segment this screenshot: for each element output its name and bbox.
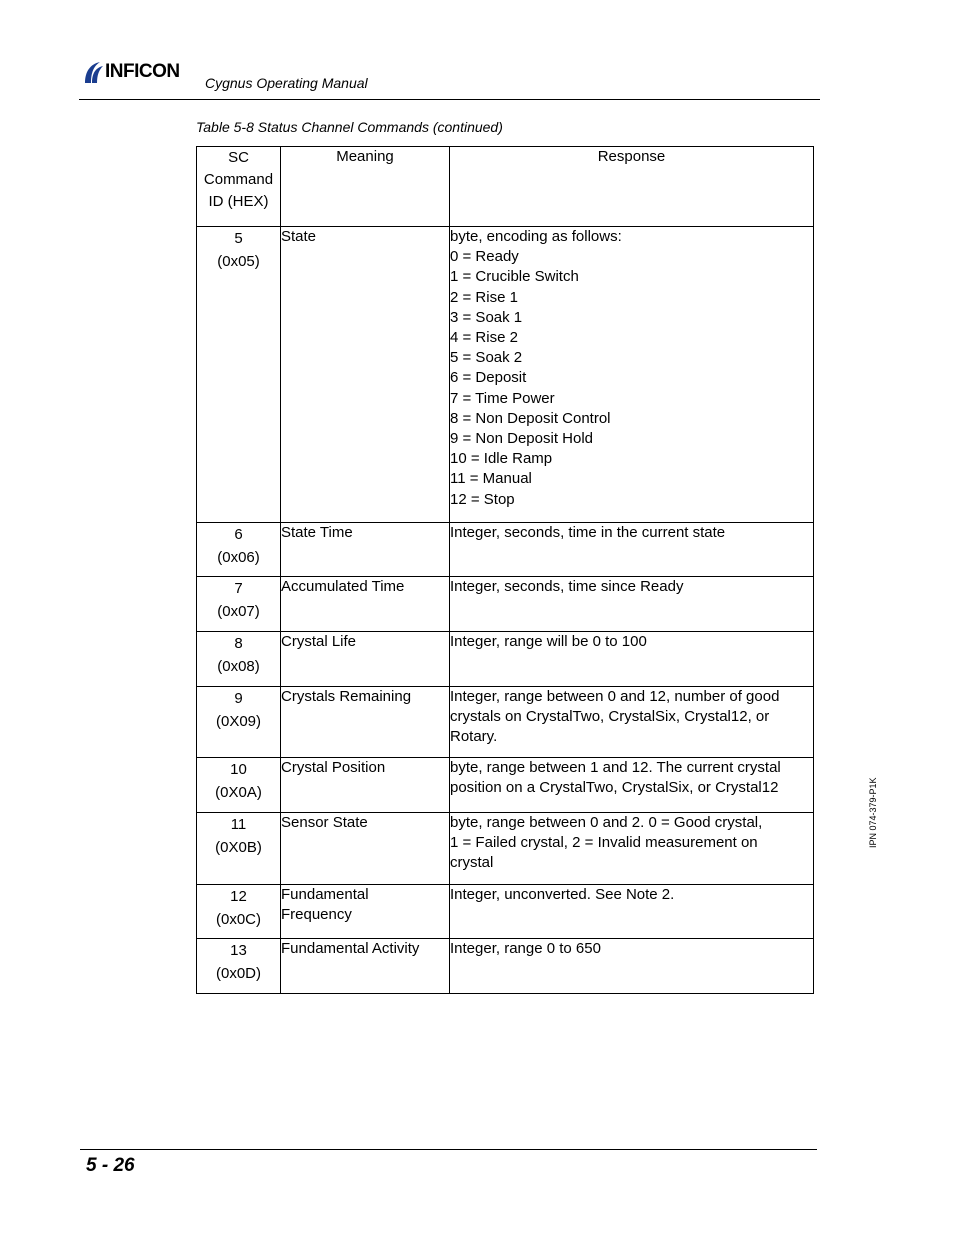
- response-cell-line: byte, range between 1 and 12. The current crystal: [450, 759, 781, 776]
- table-row: [197, 885, 814, 939]
- response-cell-line: Integer, range will be 0 to 100: [450, 633, 647, 650]
- meaning-cell: [281, 577, 450, 632]
- meaning-cell: [281, 523, 450, 577]
- command-id-cell-line: (0x08): [217, 658, 260, 675]
- command-id-cell-line: (0x0D): [215, 965, 261, 982]
- response-cell-line: Integer, range 0 to 650: [450, 940, 601, 957]
- command-id-cell-line: 7: [234, 580, 243, 597]
- response-cell-line: 3 = Soak 1: [450, 308, 523, 326]
- response-cell-line: 8 = Non Deposit Control: [450, 409, 611, 427]
- command-id-cell-line: 11: [230, 816, 247, 833]
- command-id-cell-line: 9: [234, 690, 243, 707]
- response-cell-line: 6 = Deposit: [450, 369, 527, 387]
- table-row: [197, 687, 814, 758]
- table-body: [197, 227, 814, 994]
- footer-rule: [80, 1149, 817, 1150]
- meaning-cell-line: State Time: [281, 524, 353, 541]
- meaning-cell: [281, 687, 450, 758]
- command-id-cell-line: (0X09): [215, 713, 262, 730]
- table-row: [197, 632, 814, 687]
- response-cell-line: byte, range between 0 and 2. 0 = Good crystal,: [450, 814, 763, 831]
- command-id-cell-line: 13: [230, 942, 247, 959]
- meaning-cell-line: Fundamental: [281, 886, 369, 903]
- command-id-cell-line: (0X0B): [215, 839, 262, 856]
- command-id-cell: [197, 885, 281, 939]
- response-cell: [450, 939, 814, 994]
- response-cell-line: crystals on CrystalTwo, CrystalSix, Crystal12, or: [450, 708, 770, 726]
- table-caption: Table 5-8 Status Channel Commands (continued): [196, 119, 503, 135]
- table-row: [197, 813, 814, 885]
- logo-text: INFICON: [105, 61, 180, 82]
- response-cell-line: Integer, seconds, time in the current state: [450, 524, 726, 541]
- command-id-cell-line: 8: [234, 635, 243, 652]
- meaning-cell: [281, 939, 450, 994]
- status-channel-table: [196, 146, 814, 994]
- response-cell: [450, 687, 814, 758]
- table-row: [197, 523, 814, 577]
- response-cell-line: Integer, range between 0 and 12, number of good: [450, 688, 780, 705]
- command-id-cell: [197, 758, 281, 813]
- command-id-cell: [197, 813, 281, 885]
- response-cell-line: 9 = Non Deposit Hold: [450, 430, 593, 448]
- command-id-cell: [197, 687, 281, 758]
- command-id-cell-line: (0x05): [217, 253, 260, 270]
- response-cell-line: 10 = Idle Ramp: [450, 450, 553, 468]
- meaning-cell-line: State: [281, 228, 317, 245]
- command-id-cell-line: 12: [230, 888, 247, 905]
- table-row: [197, 939, 814, 994]
- command-id-cell-line: (0x0C): [215, 911, 261, 928]
- response-cell: [450, 632, 814, 687]
- meaning-cell: [281, 632, 450, 687]
- meaning-cell: [281, 885, 450, 939]
- meaning-cell: [281, 227, 450, 523]
- response-cell: [450, 227, 814, 523]
- table-row: [197, 758, 814, 813]
- command-id-cell-line: (0X0A): [215, 784, 262, 801]
- response-cell-line: crystal: [450, 854, 494, 872]
- response-cell-line: 1 = Crucible Switch: [450, 268, 579, 286]
- table-header-row: [197, 147, 814, 227]
- ipn-number: IPN 074-379-P1K: [868, 777, 878, 848]
- response-cell-line: 11 = Manual: [450, 470, 532, 488]
- inficon-logo-icon: [82, 60, 104, 84]
- inficon-logo: [82, 60, 180, 84]
- page-number: 5 - 26: [86, 1155, 135, 1176]
- response-cell-line: position on a CrystalTwo, CrystalSix, or Crystal12: [450, 779, 779, 797]
- meaning-cell-line: Fundamental Activity: [281, 940, 420, 957]
- command-id-cell: [197, 227, 281, 523]
- response-cell-line: 5 = Soak 2: [450, 349, 523, 367]
- response-cell: [450, 885, 814, 939]
- response-cell-line: Integer, seconds, time since Ready: [450, 578, 684, 595]
- response-cell-line: 1 = Failed crystal, 2 = Invalid measurement on: [450, 834, 758, 852]
- response-cell-line: 2 = Rise 1: [450, 288, 518, 306]
- header-meaning: Meaning: [281, 147, 450, 227]
- response-cell: [450, 523, 814, 577]
- command-id-cell-line: (0x06): [217, 549, 260, 566]
- command-id-cell-line: (0x07): [217, 603, 260, 620]
- header-response: Response: [450, 147, 814, 227]
- meaning-cell-line: Accumulated Time: [281, 578, 405, 595]
- response-cell-line: 4 = Rise 2: [450, 329, 518, 347]
- header-sc-command-id: SC Command ID (HEX): [197, 147, 281, 227]
- response-cell: [450, 577, 814, 632]
- response-cell-line: byte, encoding as follows:: [450, 228, 622, 245]
- meaning-cell: [281, 813, 450, 885]
- meaning-cell-line: Crystals Remaining: [281, 688, 412, 705]
- meaning-cell: [281, 758, 450, 813]
- table-row: [197, 577, 814, 632]
- meaning-cell-line: Crystal Life: [281, 633, 357, 650]
- table-row: [197, 227, 814, 523]
- meaning-cell-line: Frequency: [281, 906, 352, 924]
- response-cell-line: 12 = Stop: [450, 490, 515, 508]
- command-id-cell-line: 10: [230, 761, 247, 778]
- response-cell-line: Integer, unconverted. See Note 2.: [450, 886, 675, 903]
- response-cell: [450, 813, 814, 885]
- meaning-cell-line: Crystal Position: [281, 759, 386, 776]
- response-cell-line: Rotary.: [450, 728, 498, 746]
- manual-title: Cygnus Operating Manual: [205, 75, 368, 91]
- command-id-cell: [197, 577, 281, 632]
- command-id-cell-line: 5: [234, 230, 243, 247]
- command-id-cell-line: 6: [234, 526, 243, 543]
- meaning-cell-line: Sensor State: [281, 814, 368, 831]
- command-id-cell: [197, 939, 281, 994]
- response-cell: [450, 758, 814, 813]
- response-cell-line: 0 = Ready: [450, 248, 519, 266]
- command-id-cell: [197, 632, 281, 687]
- header-rule: [79, 99, 820, 100]
- command-id-cell: [197, 523, 281, 577]
- response-cell-line: 7 = Time Power: [450, 389, 555, 407]
